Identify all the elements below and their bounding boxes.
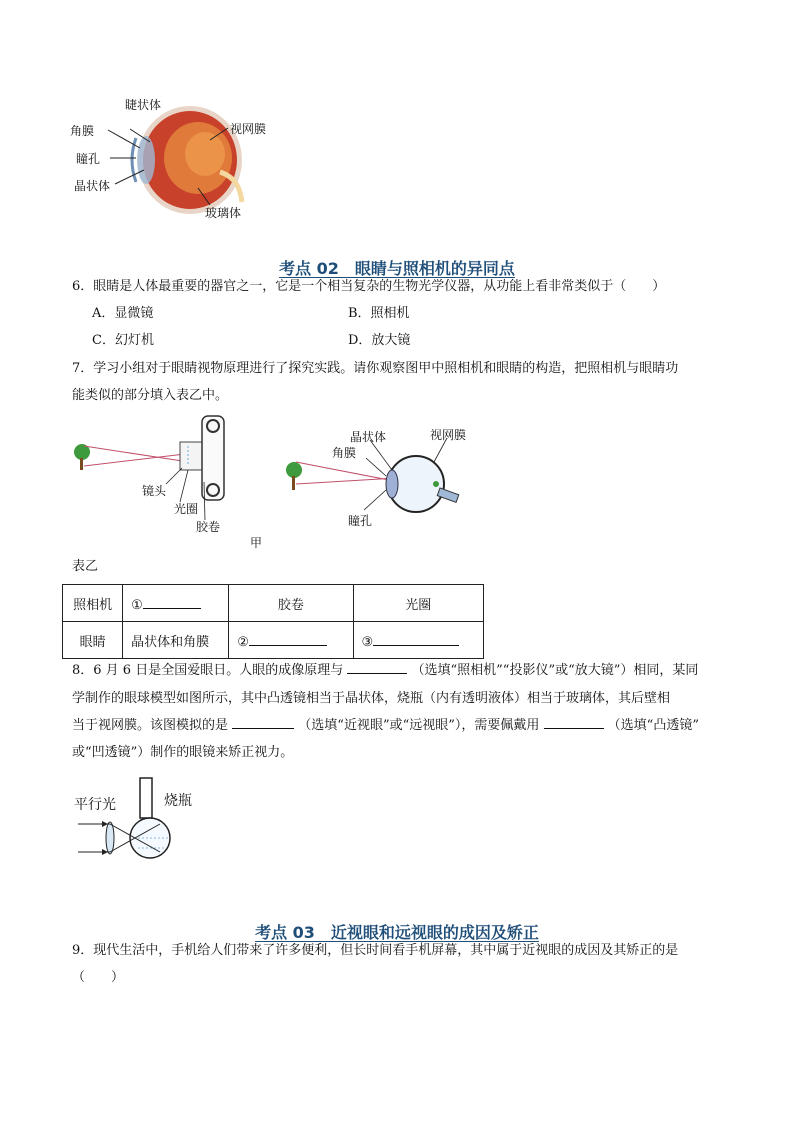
- label-eye-retina: 视网膜: [430, 428, 467, 442]
- q8-text: （选填“近视眼”或“远视眼”），需要佩戴用: [298, 718, 540, 733]
- table-cell[interactable]: [353, 622, 483, 659]
- q8-answer-blank-1[interactable]: [347, 659, 407, 674]
- q8-text: 8．6 月 6 日是全国爱眼日。人眼的成像原理与: [72, 663, 344, 678]
- label-pupil: 瞳孔: [76, 152, 101, 166]
- flask-model-figure: [72, 776, 212, 866]
- comparison-table: [62, 584, 484, 659]
- label-eye-cornea: 角膜: [332, 446, 357, 460]
- question-8-line1: [72, 657, 698, 685]
- table-cell[interactable]: [229, 622, 353, 659]
- table-row: [63, 585, 484, 622]
- q6-option-a[interactable]: A．显微镜: [92, 306, 154, 321]
- table-cell: 照相机: [63, 585, 123, 622]
- eye-anatomy-figure: [70, 92, 290, 232]
- answer-blank-3[interactable]: [373, 631, 459, 646]
- q8-text: 当于视网膜。该图模拟的是: [72, 718, 229, 733]
- question-8-line2: 学制作的眼球模型如图所示，其中凸透镜相当于晶状体，烧瓶（内有透明液体）相当于玻璃体，其后壁相: [72, 691, 671, 706]
- eye-anatomy-illustration: [70, 92, 290, 232]
- table-cell[interactable]: [123, 585, 229, 622]
- label-lens: 晶状体: [74, 179, 111, 193]
- camera-illustration: [70, 412, 240, 534]
- label-retina: 视网膜: [230, 122, 267, 136]
- answer-blank-1[interactable]: [143, 594, 201, 609]
- q8-text: （选填“照相机”“投影仪”或“放大镜”）相同，某同: [411, 663, 699, 678]
- q6-option-b[interactable]: B．照相机: [348, 306, 410, 321]
- question-7-line1: 7．学习小组对于眼睛视物原理进行了探究实践。请你观察图甲中照相机和眼睛的构造，把照相机与眼睛功: [72, 361, 679, 376]
- label-ciliary: 睫状体: [125, 98, 162, 112]
- label-parallel-light: 平行光: [74, 797, 116, 813]
- q8-text: （选填“凸透镜”: [607, 718, 699, 733]
- q6-option-c[interactable]: C．幻灯机: [92, 333, 154, 348]
- question-8-line3: [72, 712, 699, 740]
- answer-blank-2[interactable]: [249, 631, 327, 646]
- section-title-02: 考点 02 眼睛与照相机的异同点: [279, 259, 515, 278]
- q8-answer-blank-3[interactable]: [544, 714, 604, 729]
- blank-number: ①: [131, 597, 143, 613]
- label-eye-pupil: 瞳孔: [348, 514, 373, 528]
- label-camera-aperture: 光圈: [174, 502, 199, 516]
- section-title-03: 考点 03 近视眼和远视眼的成因及矫正: [255, 923, 539, 942]
- table-row: [63, 622, 484, 659]
- label-eye-lens: 晶状体: [350, 430, 387, 444]
- table-cell: 晶状体和角膜: [123, 622, 229, 659]
- table-cell: 光圈: [353, 585, 483, 622]
- label-camera-lens: 镜头: [142, 484, 167, 498]
- table-caption: 表乙: [72, 559, 99, 574]
- label-vitreous: 玻璃体: [205, 206, 242, 220]
- label-camera-film: 胶卷: [196, 520, 221, 534]
- label-cornea: 角膜: [70, 124, 95, 138]
- blank-number: ③: [361, 634, 374, 650]
- label-flask: 烧瓶: [164, 793, 192, 809]
- question-9-line2: （ ）: [72, 970, 125, 985]
- question-7-line2: 能类似的部分填入表乙中。: [72, 388, 229, 403]
- table-cell: 胶卷: [229, 585, 353, 622]
- question-8-line4: 或“凹透镜”）制作的眼镜来矫正视力。: [72, 745, 294, 760]
- eye-structure-figure: [282, 424, 482, 534]
- question-6-stem: 6．眼睛是人体最重要的器官之一，它是一个相当复杂的生物光学仪器，从功能上看非常类似于（ ）: [72, 279, 666, 294]
- figure-caption-jia: 甲: [250, 536, 263, 550]
- table-cell: 眼睛: [63, 622, 123, 659]
- q8-answer-blank-2[interactable]: [232, 714, 294, 729]
- q6-option-d[interactable]: D．放大镜: [348, 333, 411, 348]
- question-9-line1: 9．现代生活中，手机给人们带来了许多便利，但长时间看手机屏幕，其中属于近视眼的成因及其矫正的是: [72, 943, 679, 958]
- camera-figure: [70, 412, 240, 534]
- blank-number: ②: [237, 634, 249, 650]
